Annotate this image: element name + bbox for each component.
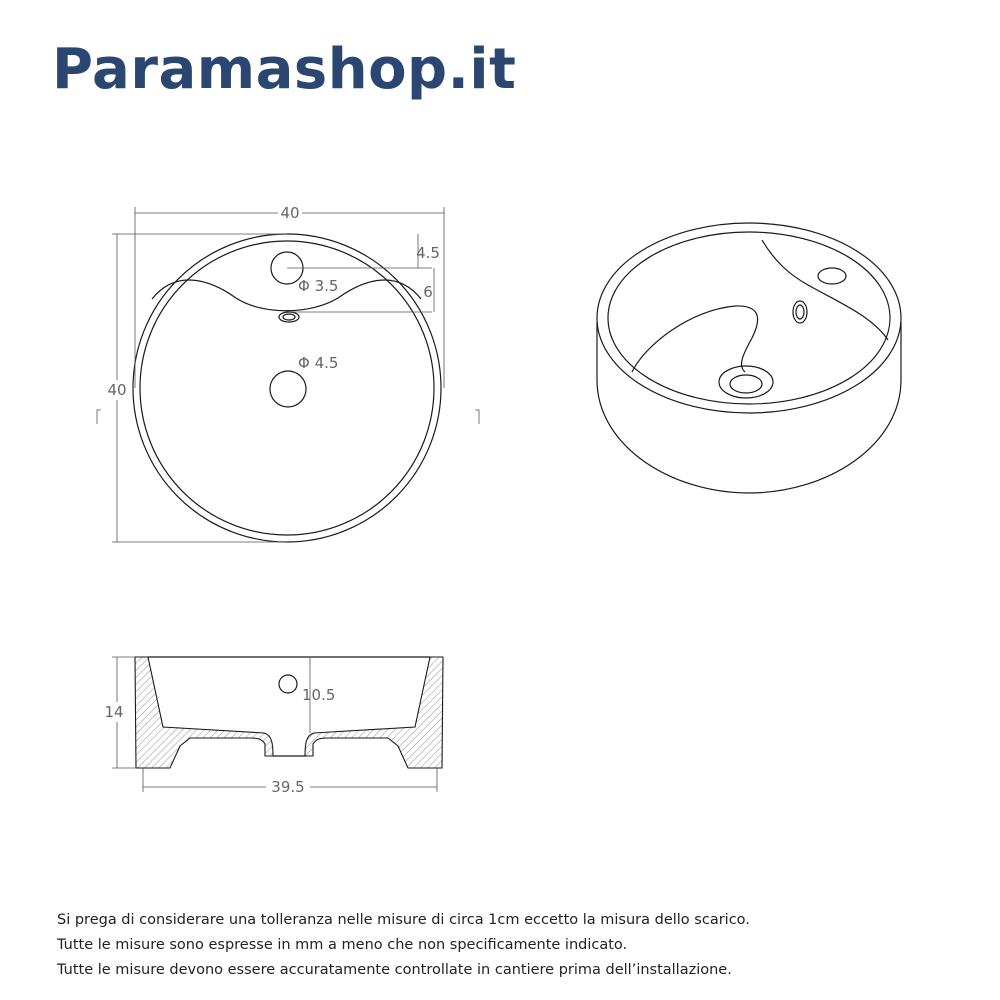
perspective-view xyxy=(597,223,901,493)
overflow-offset-label: 4.5 xyxy=(416,244,440,262)
section-marker-left xyxy=(97,410,101,424)
height-label: 40 xyxy=(107,381,127,399)
basin-outer-rim xyxy=(133,234,441,542)
section-overflow-hole xyxy=(279,675,297,693)
drain-diameter-label: Φ 4.5 xyxy=(298,354,339,372)
brand-logo: Paramashop.it xyxy=(52,37,517,102)
section-height-label: 14 xyxy=(104,703,124,721)
perspective-outer-rim xyxy=(597,223,901,413)
perspective-inner-rim xyxy=(608,232,890,404)
perspective-tap-hole xyxy=(818,268,846,284)
perspective-bowl-contour xyxy=(632,306,758,372)
section-marker-right xyxy=(475,410,479,424)
base-width-label: 39.5 xyxy=(271,778,305,796)
tap-distance-label: 6 xyxy=(423,283,433,301)
right-wall-section xyxy=(305,657,443,768)
width-label: 40 xyxy=(280,204,300,222)
perspective-overflow-hole xyxy=(793,301,807,323)
note-verification: Tutte le misure devono essere accuratamente controllate in cantiere prima dell’installazione. xyxy=(57,962,732,978)
top-view xyxy=(97,204,479,542)
tap-hole-diameter-label: Φ 3.5 xyxy=(298,277,339,295)
side-section-view xyxy=(102,657,443,796)
notes-list xyxy=(57,908,750,983)
perspective-deck-edge xyxy=(762,240,888,340)
drain-hole xyxy=(270,371,306,407)
inner-height-label: 10.5 xyxy=(302,686,336,704)
note-tolerance: Si prega di considerare una tolleranza nelle misure di circa 1cm eccetto la misura dello scarico. xyxy=(57,912,750,928)
note-units: Tutte le misure sono espresse in mm a meno che non specificamente indicato. xyxy=(57,937,628,953)
left-wall-section xyxy=(135,657,273,768)
tap-deck-edge xyxy=(152,280,421,311)
perspective-body xyxy=(597,322,901,493)
basin-inner-rim xyxy=(140,241,434,535)
